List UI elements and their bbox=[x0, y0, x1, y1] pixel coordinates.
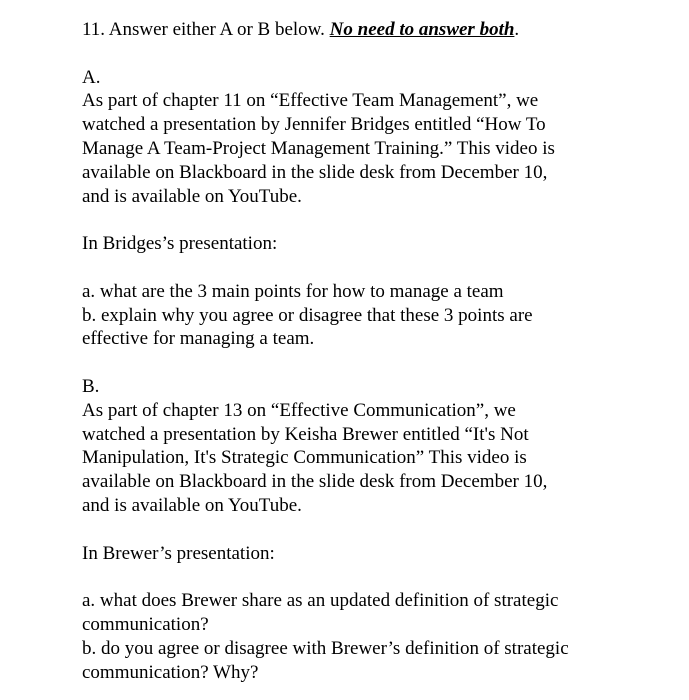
option-b-paragraph-line: watched a presentation by Keisha Brewer entitled “It's Not bbox=[82, 423, 529, 445]
option-a-paragraph-line: Manage A Team-Project Management Training.” This video is bbox=[82, 137, 555, 159]
spacer bbox=[82, 42, 682, 66]
option-a-paragraph-line: watched a presentation by Jennifer Bridges entitled “How To bbox=[82, 114, 546, 136]
option-a-paragraph-line: available on Blackboard in the slide desk from December 10, bbox=[82, 161, 548, 183]
option-b-paragraph-line: Manipulation, It's Strategic Communication” This video is bbox=[82, 447, 527, 469]
question-period: . bbox=[514, 19, 520, 40]
option-a-item-line: b. explain why you agree or disagree that these 3 points are bbox=[82, 304, 533, 326]
option-a-item-line: effective for managing a team. bbox=[82, 328, 315, 350]
option-a-paragraph-line: and is available on YouTube. bbox=[82, 185, 302, 207]
spacer bbox=[82, 256, 682, 280]
option-a-items bbox=[82, 280, 682, 351]
option-b-label: B. bbox=[82, 375, 100, 397]
question-number-text: 11. Answer either A or B below. bbox=[82, 19, 330, 40]
option-b-paragraph-line: available on Blackboard in the slide desk from December 10, bbox=[82, 471, 548, 493]
option-b-paragraph-line: and is available on YouTube. bbox=[82, 494, 302, 516]
option-a-item-line: a. what are the 3 main points for how to manage a team bbox=[82, 280, 504, 302]
option-b-intro: In Brewer’s presentation: bbox=[82, 542, 275, 564]
option-b-paragraph-line: As part of chapter 13 on “Effective Communication”, we bbox=[82, 399, 516, 421]
spacer bbox=[82, 351, 682, 375]
option-a-paragraph bbox=[82, 89, 682, 208]
option-a-label: A. bbox=[82, 66, 101, 88]
option-a-paragraph-line: As part of chapter 11 on “Effective Team Management”, we bbox=[82, 90, 539, 112]
option-a-intro: In Bridges’s presentation: bbox=[82, 233, 278, 255]
spacer bbox=[82, 208, 682, 232]
option-b-item-line: communication? bbox=[82, 613, 209, 635]
option-b-items bbox=[82, 589, 682, 684]
option-b-item-line: a. what does Brewer share as an updated definition of strategic bbox=[82, 590, 559, 612]
assignment-document bbox=[82, 18, 682, 684]
option-b-item-line: communication? Why? bbox=[82, 661, 259, 683]
option-b-paragraph bbox=[82, 399, 682, 518]
option-b-item-line: b. do you agree or disagree with Brewer’s definition of strategic bbox=[82, 637, 569, 659]
spacer bbox=[82, 518, 682, 542]
question-heading bbox=[82, 18, 682, 42]
question-emphasis: No need to answer both bbox=[329, 19, 515, 40]
spacer bbox=[82, 565, 682, 589]
